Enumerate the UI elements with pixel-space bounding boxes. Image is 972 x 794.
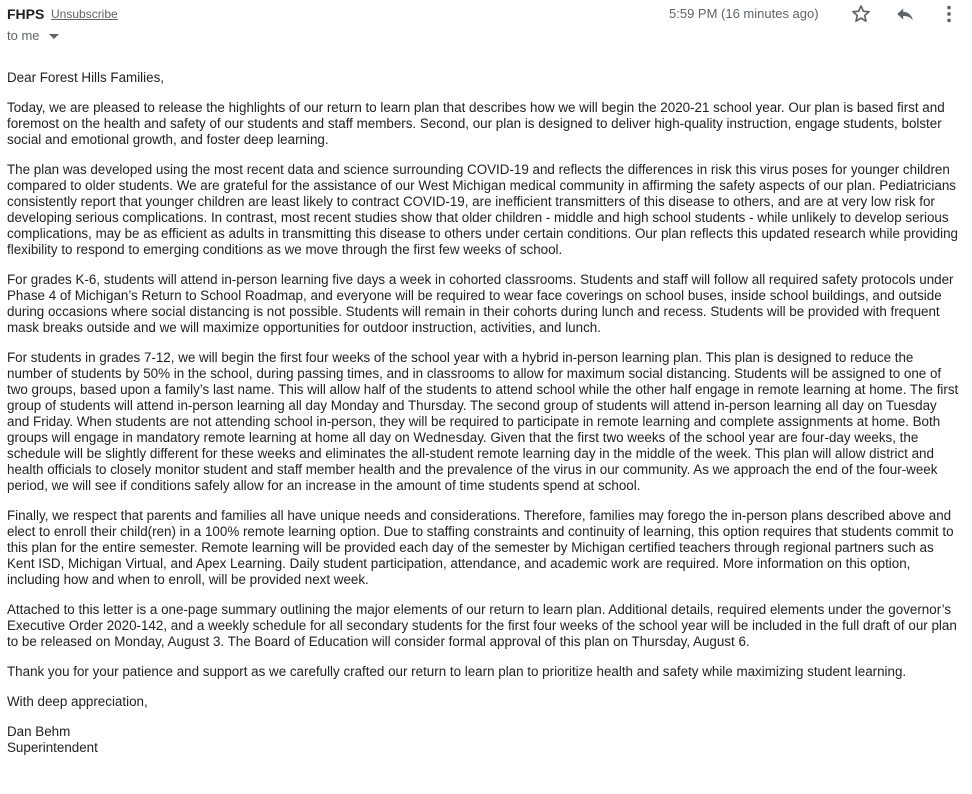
reply-icon[interactable]: [894, 3, 916, 25]
star-icon[interactable]: [850, 3, 872, 25]
body-paragraph: Finally, we respect that parents and families all have unique needs and considerations. Therefore, families may forego the in-person plans described above and elect to enroll their child(ren) in a 100% remote learning option. Due to staffing constraints and continuity of learning, this option requires that students commit to this plan for the entire semester. Remote learning will be provided each day of the semester by Michigan certified teachers through regional partners such as Kent ISD, Michigan Virtual, and Apex Learning. Daily student participation, attendance, and academic work are required. More information on this option, including how and when to enroll, will be provided next week.: [7, 508, 954, 587]
email-timestamp: 5:59 PM (16 minutes ago): [669, 6, 819, 21]
more-vert-icon[interactable]: [938, 3, 960, 25]
unsubscribe-link[interactable]: Unsubscribe: [51, 7, 118, 21]
body-paragraph: Attached to this letter is a one-page summary outlining the major elements of our return to learn plan. Additional details, required elements under the governor’s Executive Order 2020-142, and a weekly schedule for all secondary students for the first four weeks of the school year will be included in the full draft of our plan to be released on Monday, August 3. The Board of Education will consider formal approval of this plan on Thursday, August 6.: [7, 602, 957, 649]
body-paragraph: For students in grades 7-12, we will begin the first four weeks of the school year with a hybrid in-person learning plan. This plan is designed to reduce the number of students by 50% in the school, during passing times, and in classrooms to allow for maximum social distancing. Students will be assigned to one of two groups, based upon a family’s last name. This will allow half of the students to attend school while the other half engage in remote learning at home. The first group of students will attend in-person learning all day Monday and Thursday. The second group of students will attend in-person learning all day on Tuesday and Friday. When students are not attending school in-person, they will be required to participate in remote learning and complete assignments at home. Both groups will engage in mandatory remote learning at home all day on Wednesday. Given that the first two weeks of the school year are four-day weeks, the schedule will be slightly different for these weeks and eliminates the all-student remote learning day in the middle of the week. This plan will allow district and health officials to closely monitor student and staff member health and the prevalence of the virus in our community. As we approach the end of the four-week period, we will see if conditions safely allow for an increase in the amount of time students spend at school.: [7, 350, 959, 493]
signature-name: Dan Behm: [7, 724, 71, 739]
body-paragraph: The plan was developed using the most recent data and science surrounding COVID-19 and reflects the differences in risk this virus poses for younger children compared to older students. We are grateful for the assistance of our West Michigan medical community in affirming the safety aspects of our plan. Pediatricians consistently report that younger children are least likely to contract COVID-19, are inefficient transmitters of this disease to others, and are at very low risk for developing serious complications. In contrast, most recent studies show that older children - middle and high school students - while unlikely to develop serious complications, may be as efficient as adults in transmitting this disease to others under certain conditions. Our plan reflects this updated research while providing flexibility to respond to emerging conditions as we move through the first few weeks of school.: [7, 162, 958, 257]
email-header: [0, 0, 972, 50]
greeting: Dear Forest Hills Families,: [7, 70, 164, 85]
body-paragraph: Thank you for your patience and support as we carefully crafted our return to learn plan to prioritize health and safety while maximizing student learning.: [7, 664, 907, 679]
email-body: [7, 70, 962, 756]
signature-title: Superintendent: [7, 740, 98, 755]
closing: With deep appreciation,: [7, 694, 148, 709]
caret-down-icon[interactable]: [47, 30, 61, 42]
body-paragraph: For grades K-6, students will attend in-person learning five days a week in cohorted classrooms. Students and staff will follow all required safety protocols under Phase 4 of Michigan’s Return to School Roadmap, and everyone will be required to wear face coverings on school buses, inside school buildings, and outside during occasions where social distancing is not possible. Students will remain in their cohorts during lunch and recess. Students will be provided with frequent mask breaks outside and we will maximize opportunities for outdoor instruction, activities, and lunch.: [7, 272, 954, 335]
body-paragraph: Today, we are pleased to release the highlights of our return to learn plan that describes how we will begin the 2020-21 school year. Our plan is based first and foremost on the health and safety of our students and staff members. Second, our plan is designed to deliver high-quality instruction, engage students, bolster social and emotional growth, and foster deep learning.: [7, 100, 945, 147]
sender-name[interactable]: FHPS: [7, 6, 45, 22]
recipient-label[interactable]: to me: [7, 28, 40, 43]
